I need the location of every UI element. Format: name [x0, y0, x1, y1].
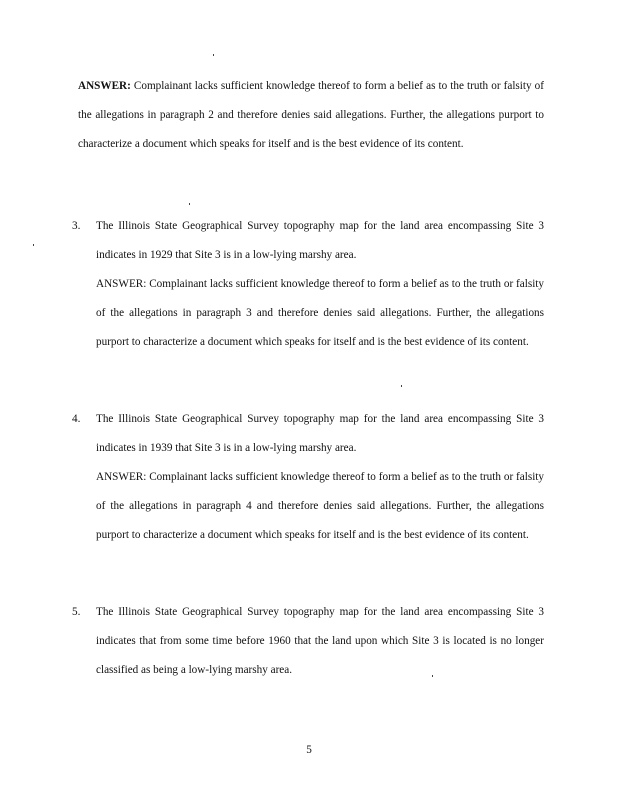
numbered-item-3 — [72, 212, 544, 357]
numbered-item-4 — [72, 405, 544, 550]
item-number: 4. — [72, 413, 81, 425]
answer-label: ANSWER: — [96, 471, 147, 483]
answer-label: ANSWER: — [78, 80, 131, 92]
answer-text: Complainant lacks sufficient knowledge thereof to form a belief as to the truth or falsity of the allegations in paragraph 3 and therefore denies said allegations. Further, the allegations purport to characterize a document which speaks for itself and is the best evidence of its content. — [96, 278, 544, 348]
scan-speck — [189, 203, 190, 205]
answer-text: Complainant lacks sufficient knowledge thereof to form a belief as to the truth or falsity of the allegations in paragraph 2 and therefore denies said allegations. Further, the allegations purport to characterize a document which speaks for itself and is the best evidence of its content. — [78, 80, 544, 150]
scan-speck — [213, 54, 214, 56]
answer-paragraph-2 — [78, 72, 544, 159]
item-text: The Illinois State Geographical Survey topography map for the land area encompassing Site 3 indicates that from some time before 1960 that the land upon which Site 3 is located is no longer classified as being a low-lying marshy area. — [96, 606, 544, 676]
item-number: 3. — [72, 220, 81, 232]
item-text: The Illinois State Geographical Survey topography map for the land area encompassing Site 3 indicates in 1939 that Site 3 is in a low-lying marshy area. — [96, 413, 544, 454]
numbered-item-5 — [72, 598, 544, 685]
scan-speck — [401, 385, 402, 387]
answer-label: ANSWER: — [96, 278, 147, 290]
item-text: The Illinois State Geographical Survey topography map for the land area encompassing Site 3 indicates in 1929 that Site 3 is in a low-lying marshy area. — [96, 220, 544, 261]
answer-paragraph-4 — [96, 463, 544, 550]
page-number: 5 — [306, 744, 312, 756]
scan-speck — [432, 675, 433, 677]
answer-text: Complainant lacks sufficient knowledge thereof to form a belief as to the truth or falsity of the allegations in paragraph 4 and therefore denies said allegations. Further, the allegations purport to characterize a document which speaks for itself and is the best evidence of its content. — [96, 471, 544, 541]
answer-paragraph-3 — [96, 270, 544, 357]
item-number: 5. — [72, 606, 81, 618]
scan-speck — [33, 244, 34, 246]
